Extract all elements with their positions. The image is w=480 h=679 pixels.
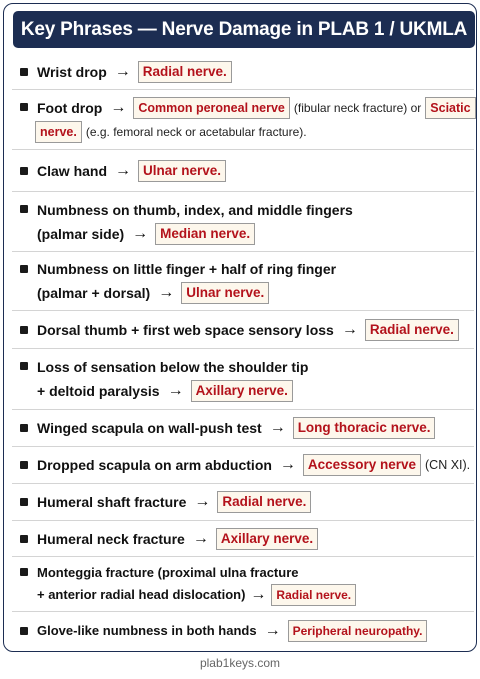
nerve-note: (e.g. femoral neck or acetabular fracture). <box>85 124 307 139</box>
list-item <box>12 612 474 650</box>
phrase-label: (palmar + dorsal) <box>37 285 151 301</box>
list-item <box>12 447 474 484</box>
phrase-label: Loss of sensation below the shoulder tip <box>37 359 309 375</box>
nerve-answer: Radial nerve. <box>138 61 232 83</box>
bullet-icon <box>20 205 28 213</box>
arrow-icon: → <box>250 586 267 603</box>
phrase-label: Foot drop <box>37 99 103 116</box>
arrow-icon: → <box>194 493 211 510</box>
nerve-answer: Axillary nerve. <box>191 380 293 402</box>
bullet-icon <box>20 535 28 543</box>
bullet-icon <box>20 461 28 469</box>
arrow-icon: → <box>341 320 358 338</box>
nerve-answer: Ulnar nerve. <box>181 282 269 304</box>
bullet-icon <box>20 627 28 635</box>
arrow-icon: → <box>110 98 127 116</box>
list-item <box>12 410 474 447</box>
nerve-answer: Ulnar nerve. <box>138 160 226 182</box>
list-item <box>12 90 474 150</box>
phrase-label: Glove-like numbness in both hands <box>37 623 257 638</box>
arrow-icon: → <box>114 62 131 80</box>
footer-site-link[interactable]: plab1keys.com <box>199 656 281 670</box>
list-item <box>12 484 474 521</box>
arrow-icon: → <box>279 456 296 473</box>
bullet-icon <box>20 265 28 273</box>
nerve-answer: Axillary nerve. <box>216 528 318 550</box>
list-item <box>12 521 474 557</box>
arrow-icon: → <box>167 382 184 399</box>
phrase-label: Winged scapula on wall-push test <box>37 420 262 436</box>
nerve-answer: Radial nerve. <box>365 319 459 341</box>
arrow-icon: → <box>132 224 149 242</box>
page-title: Key Phrases — Nerve Damage in PLAB 1 / UKMLA <box>13 11 475 48</box>
nerve-answer: Accessory nerve <box>303 454 421 476</box>
phrase-label: + deltoid paralysis <box>37 383 160 399</box>
bullet-icon <box>20 103 28 111</box>
arrow-icon: → <box>115 161 132 179</box>
list-item <box>12 192 474 252</box>
nerve-answer: Common peroneal nerve <box>133 97 290 119</box>
list-item <box>12 252 474 311</box>
list-item <box>12 557 474 612</box>
arrow-icon: → <box>264 622 281 639</box>
arrow-icon: → <box>158 284 175 301</box>
phrase-label: Claw hand <box>37 162 108 179</box>
nerve-answer-alt: Sciatic <box>425 97 475 119</box>
list-item <box>12 54 474 90</box>
bullet-icon <box>20 498 28 506</box>
phrase-label: + anterior radial head dislocation) <box>37 587 246 602</box>
phrase-label: Dropped scapula on arm abduction <box>37 457 272 473</box>
phrase-label: Dorsal thumb + first web space sensory loss <box>37 321 334 338</box>
phrase-label: Wrist drop <box>37 63 107 80</box>
nerve-note: (fibular neck fracture) or <box>293 100 422 115</box>
arrow-icon: → <box>269 419 286 436</box>
nerve-note: (CN XI). <box>425 458 471 472</box>
phrase-list <box>12 54 474 650</box>
bullet-icon <box>20 167 28 175</box>
nerve-damage-card <box>3 3 477 652</box>
bullet-icon <box>20 326 28 334</box>
nerve-answer: Radial nerve. <box>217 491 311 513</box>
phrase-label: (palmar side) <box>37 225 125 242</box>
list-item <box>12 311 474 349</box>
phrase-label: Numbness on thumb, index, and middle fingers <box>37 201 353 218</box>
list-item <box>12 150 474 192</box>
nerve-answer: Median nerve. <box>155 223 255 245</box>
phrase-label: Humeral neck fracture <box>37 530 185 547</box>
nerve-answer: Radial nerve. <box>271 584 356 606</box>
list-item <box>12 349 474 410</box>
nerve-answer-alt-cont: nerve. <box>35 121 82 143</box>
arrow-icon: → <box>192 529 209 547</box>
phrase-label: Monteggia fracture (proximal ulna fracture <box>37 565 299 580</box>
nerve-answer: Peripheral neuropathy. <box>288 620 428 642</box>
phrase-label: Humeral shaft fracture <box>37 494 187 510</box>
bullet-icon <box>20 362 28 370</box>
bullet-icon <box>20 568 28 576</box>
bullet-icon <box>20 68 28 76</box>
bullet-icon <box>20 424 28 432</box>
phrase-label: Numbness on little finger + half of ring finger <box>37 261 337 277</box>
nerve-answer: Long thoracic nerve. <box>293 417 436 439</box>
